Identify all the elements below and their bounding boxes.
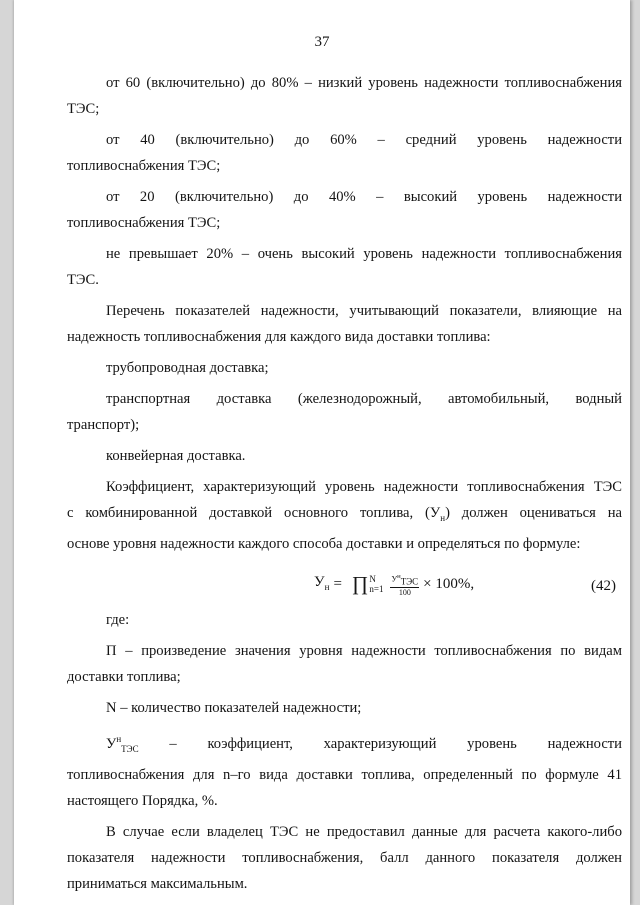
u-tes-base: У [106, 735, 117, 752]
u-tes-symbol [106, 733, 139, 754]
page-number: 37 [314, 34, 330, 50]
coefficient-symbol [430, 505, 445, 521]
list-item-conveyor: конвейерная доставка. [106, 448, 246, 464]
where-label: где: [106, 611, 130, 628]
product-symbol: ∏ [351, 573, 369, 596]
formula-expression [314, 569, 474, 600]
paragraph-coefficient-line3: основе уровня надежности каждого способа доставки и определяться по формуле: [67, 535, 581, 552]
numerator-sub: ТЭС [400, 576, 419, 587]
document-body [67, 70, 622, 897]
formula-42 [67, 563, 622, 603]
paragraph-missing-data-cont2: приниматься максимальным. [67, 875, 248, 892]
list-item-transport-cont: транспорт); [67, 417, 140, 433]
paragraph-very-high-level: не превышает 20% – очень высокий уровень надежности топливоснабжения [106, 246, 622, 262]
definition-n: N – количество показателей надежности; [106, 699, 362, 716]
coefficient-text-post: ) должен оцениваться на [445, 505, 622, 521]
product-limits [369, 574, 383, 594]
paragraph-indicators-list-cont: надежность топливоснабжения для каждого вида доставки топлива: [67, 329, 491, 345]
definition-product-cont: доставки топлива; [67, 668, 181, 685]
formula-lhs-symbol: У [314, 573, 325, 590]
paragraph-missing-data-cont: показателя надежности топливоснабжения, балл данного показателя должен [67, 849, 622, 866]
definition-u-tes [67, 726, 622, 762]
paragraph-high-level-cont: топливоснабжения ТЭС; [67, 215, 221, 231]
u-tes-sub: ТЭС [121, 743, 139, 754]
paragraph-missing-data: В случае если владелец ТЭС не предоставил данные для расчета какого-либо [106, 823, 622, 840]
paragraph-high-level: от 20 (включительно) до 40% – высокий уровень надежности [106, 189, 622, 205]
symbol-u: У [429, 505, 441, 521]
formula-fraction [390, 572, 419, 596]
list-item-transport: транспортная доставка (железнодорожный, автомобильный, водный [106, 391, 622, 407]
definition-u-tes-cont2: настоящего Порядка, %. [67, 792, 218, 809]
paragraph-coefficient: Коэффициент, характеризующий уровень надежности топливоснабжения ТЭС [106, 479, 622, 495]
formula-tail: × 100%, [423, 576, 475, 593]
fraction-numerator [390, 572, 419, 587]
symbol-u-sub: н [440, 512, 446, 523]
definition-u-tes-cont: топливоснабжения для n–го вида доставки топлива, определенный по формуле 41 [67, 766, 622, 783]
u-tes-sup: н [116, 733, 122, 744]
list-item-pipeline: трубопроводная доставка; [106, 360, 269, 376]
paragraph-low-level: от 60 (включительно) до 80% – низкий уровень надежности топливоснабжения [106, 75, 622, 91]
product-upper-limit: N [369, 574, 376, 585]
formula-number: (42) [591, 577, 616, 594]
numerator-sup: н [397, 573, 401, 581]
formula-equals: = [333, 576, 342, 593]
paragraph-very-high-level-cont: ТЭС. [67, 272, 99, 288]
definition-product: П – произведение значения уровня надежности топливоснабжения по видам [106, 642, 622, 659]
paragraph-medium-level: от 40 (включительно) до 60% – средний уровень надежности [106, 132, 622, 148]
formula-lhs [314, 569, 329, 600]
formula-lhs-sub: н [324, 581, 330, 592]
coefficient-text-pre: с комбинированной доставкой основного топлива, ( [67, 505, 430, 521]
definition-u-tes-text: – коэффициент, характеризующий уровень надежности [169, 735, 622, 752]
fraction-denominator: 100 [398, 587, 411, 597]
paragraph-coefficient-line2 [67, 500, 622, 531]
paragraph-low-level-cont: ТЭС; [67, 101, 100, 117]
document-page [14, 0, 630, 905]
product-lower-limit: n=1 [369, 584, 384, 595]
paragraph-indicators-list: Перечень показателей надежности, учитывающий показатели, влияющие на [106, 303, 622, 319]
numerator-symbol: У [391, 574, 398, 584]
paragraph-medium-level-cont: топливоснабжения ТЭС; [67, 158, 221, 174]
